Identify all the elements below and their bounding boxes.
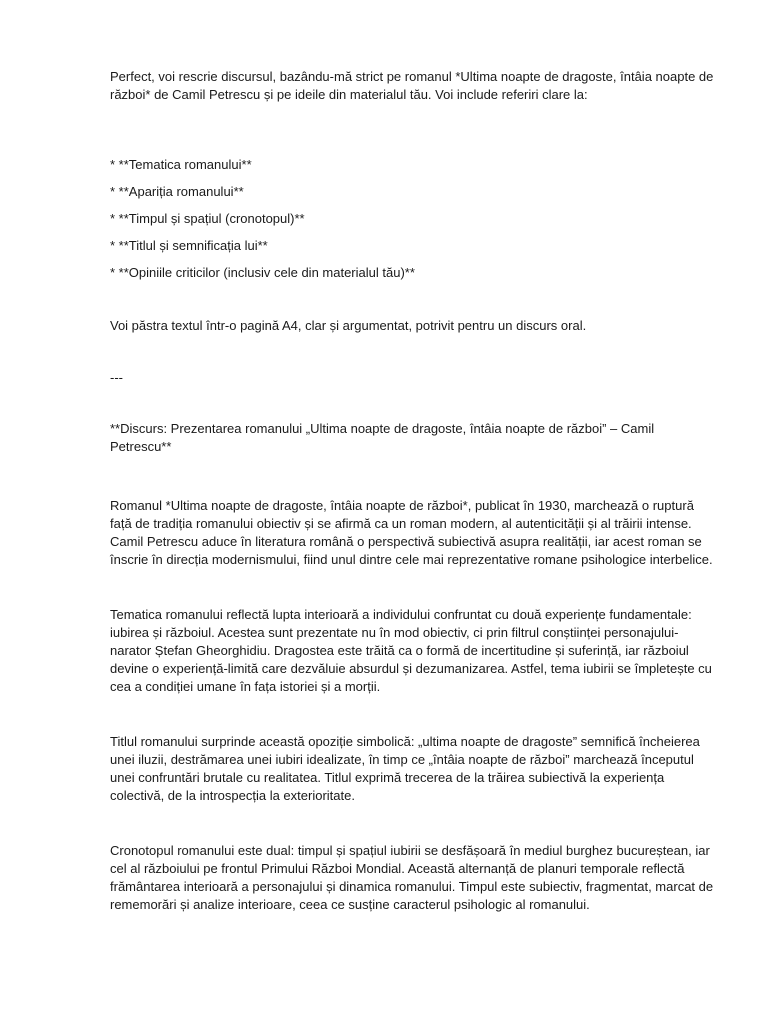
list-item: * **Timpul și spațiul (cronotopul)**: [110, 211, 305, 226]
list-item: * **Apariția romanului**: [110, 184, 244, 199]
list-item: * **Tematica romanului**: [110, 157, 252, 172]
separator: ---: [110, 370, 123, 385]
list-item: * **Opiniile criticilor (inclusiv cele din materialul tău)**: [110, 265, 415, 280]
intro-paragraph: Perfect, voi rescrie discursul, bazându-mă strict pe romanul *Ultima noapte de dragoste, întâia noapte de război* de Camil Petrescu și pe ideile din materialul tău. Voi include referiri clare la:: [110, 69, 714, 102]
body-paragraph: Romanul *Ultima noapte de dragoste, întâia noapte de război*, publicat în 1930, marchează o ruptură față de tradiția romanului obiectiv și se afirmă ca un roman modern, al autenticității și al trăirii intense. Camil Petrescu aduce în literatura română o perspectivă subiectivă asupra realității, iar acest roman se înscrie în direcția modernismului, fiind unul dintre cele mai reprezentative romane psihologice interbelice.: [110, 498, 713, 567]
document-page: [110, 68, 716, 914]
body-paragraph: Tematica romanului reflectă lupta interioară a individului confruntat cu două experiențe fundamentale: iubirea și războiul. Acestea sunt prezentate nu în mod obiectiv, ci prin filtrul conștiinței personajului-narator Ștefan Gheorghidiu. Dragostea este trăită ca o formă de incertitudine și suferință, iar războiul devine o experiență-limită care dezvăluie absurdul și dezumanizarea. Astfel, tema iubirii se împletește cu cea a condiției umane în fața istoriei și a morții.: [110, 607, 712, 694]
list-item: * **Titlul și semnificația lui**: [110, 238, 268, 253]
topics-list: [110, 156, 716, 282]
body-paragraph: Cronotopul romanului este dual: timpul și spațiul iubirii se desfășoară în mediul burghez bucureștean, iar cel al războiului pe frontul Primului Război Mondial. Această alternanță de planuri temporale reflectă frământarea interioară a personajului și dinamica romanului. Timpul este subiectiv, fragmentat, marcat de rememorări și analize interioare, ceea ce susține caracterul psihologic al romanului.: [110, 843, 714, 912]
body-paragraph: Titlul romanului surprinde această opoziție simbolică: „ultima noapte de dragoste” semnifică încheierea unei iluzii, destrămarea unei iubiri idealizate, în timp ce „întâia noapte de război” marchează începutul unei confruntări brutale cu realitatea. Titlul exprimă trecerea de la trăirea subiectivă la experiența colectivă, de la introspecția la exterioritate.: [110, 734, 700, 803]
note-paragraph: Voi păstra textul într-o pagină A4, clar și argumentat, potrivit pentru un discurs oral.: [110, 318, 587, 333]
speech-heading: **Discurs: Prezentarea romanului „Ultima noapte de dragoste, întâia noapte de război” – Camil Petrescu**: [110, 421, 655, 454]
